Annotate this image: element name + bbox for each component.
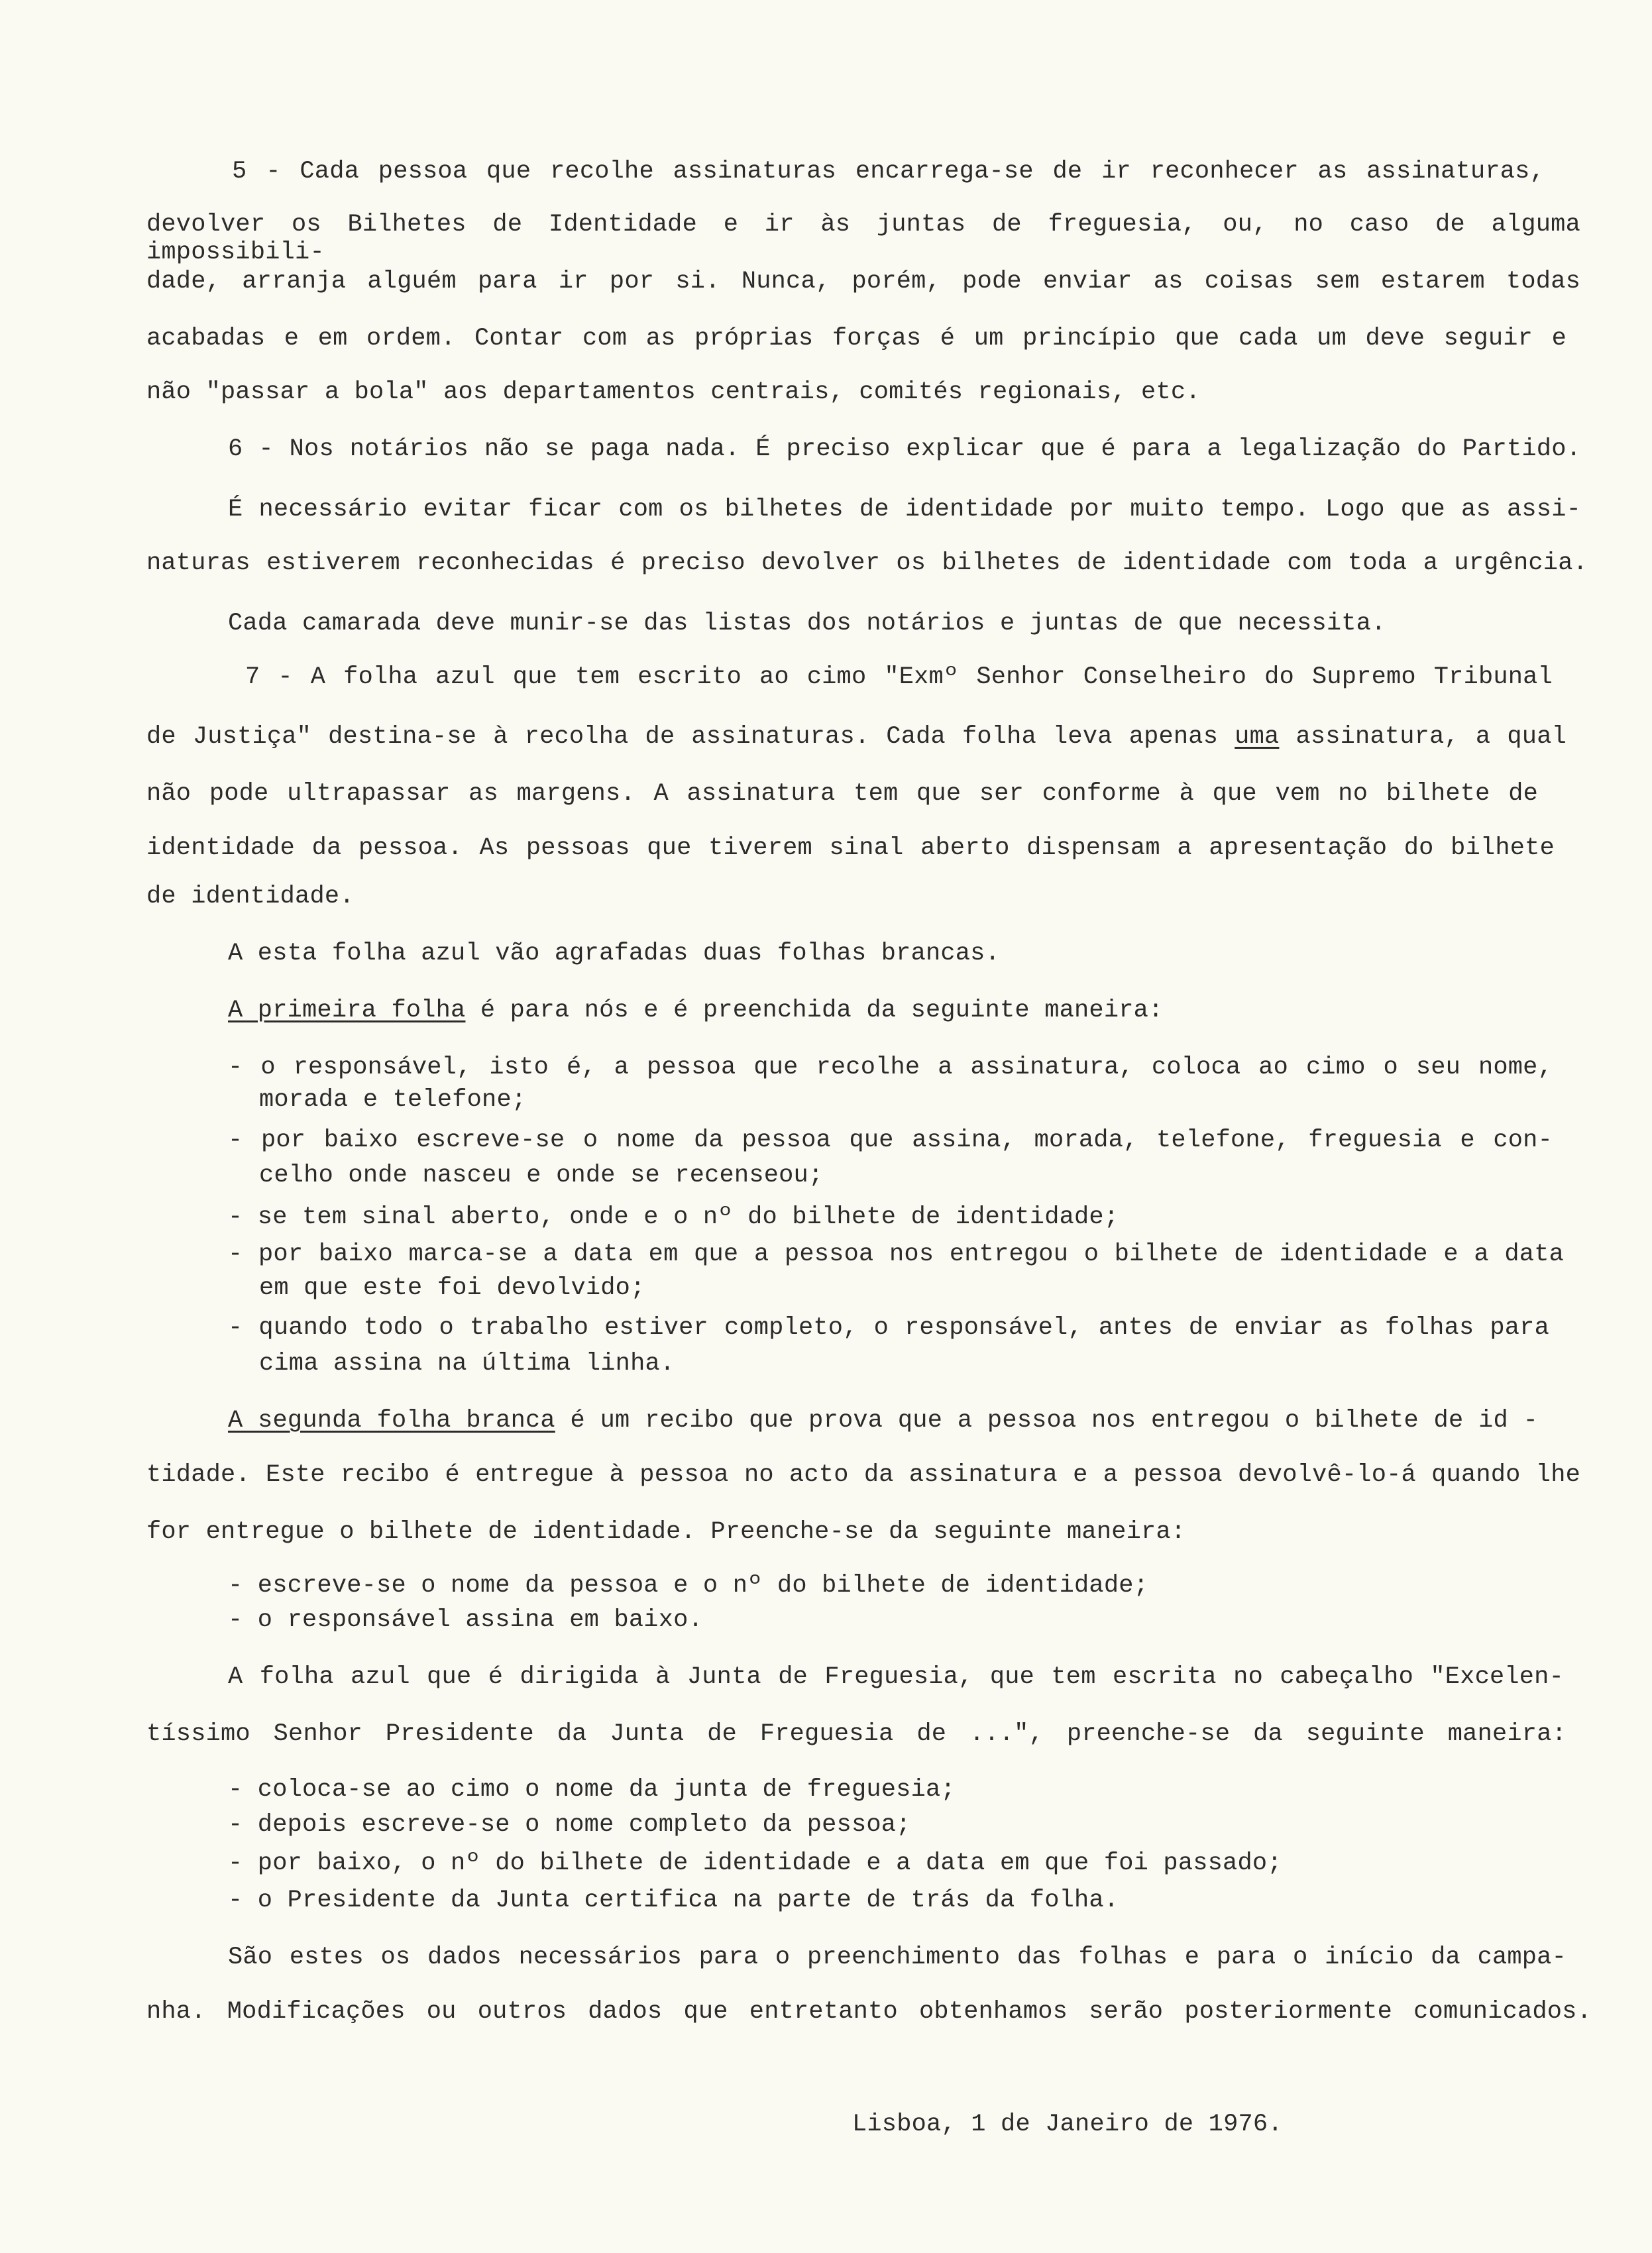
text-line bbox=[232, 158, 1545, 186]
text-segment: 5 - Cada pessoa que recolhe assinaturas encarrega-se de ir reconhecer as assinaturas, bbox=[232, 158, 1545, 186]
text-line bbox=[228, 1887, 1119, 1914]
text-line bbox=[146, 378, 1201, 406]
text-line bbox=[228, 1054, 1553, 1081]
text-segment: morada e telefone; bbox=[259, 1086, 527, 1114]
text-line bbox=[228, 1572, 1148, 1600]
date-signoff: Lisboa, 1 de Janeiro de 1976. bbox=[852, 2111, 1283, 2138]
text-segment: nha. Modificações ou outros dados que entretanto obtenhamos serão posteriormente comunicados. bbox=[146, 1998, 1592, 2026]
text-segment: acabadas e em ordem. Contar com as próprias forças é um princípio que cada um deve seguir e bbox=[146, 325, 1567, 353]
text-segment: dade, arranja alguém para ir por si. Nunca, porém, pode enviar as coisas sem estarem todas bbox=[146, 268, 1580, 296]
underlined-text: uma bbox=[1235, 723, 1280, 751]
text-segment: 7 - A folha azul que tem escrito ao cimo "Exmº Senhor Conselheiro do Supremo Tribunal bbox=[245, 663, 1553, 691]
text-segment: - coloca-se ao cimo o nome da junta de freguesia; bbox=[228, 1776, 956, 1804]
text-segment: cima assina na última linha. bbox=[259, 1350, 675, 1378]
text-line bbox=[259, 1086, 526, 1114]
text-line bbox=[228, 997, 1163, 1024]
text-segment: - escreve-se o nome da pessoa e o nº do bilhete de identidade; bbox=[228, 1572, 1149, 1600]
text-segment: Cada camarada deve munir-se das listas dos notários e juntas de que necessita. bbox=[228, 610, 1386, 637]
text-line bbox=[146, 325, 1567, 353]
text-line bbox=[228, 1849, 1282, 1877]
text-segment: em que este foi devolvido; bbox=[259, 1274, 645, 1302]
text-line bbox=[228, 1240, 1564, 1268]
text-line bbox=[228, 1606, 703, 1634]
underlined-text: A primeira folha bbox=[228, 997, 466, 1024]
text-segment: naturas estiverem reconhecidas é preciso devolver os bilhetes de identidade com toda a urgência. bbox=[146, 549, 1588, 577]
text-segment: - por baixo escreve-se o nome da pessoa que assina, morada, telefone, freguesia e con- bbox=[228, 1126, 1553, 1154]
text-segment: de Justiça" destina-se à recolha de assinaturas. Cada folha leva apenas bbox=[146, 723, 1235, 751]
text-line bbox=[146, 211, 1580, 266]
text-segment: 6 - Nos notários não se paga nada. É preciso explicar que é para a legalização do Partido. bbox=[228, 435, 1581, 463]
text-line bbox=[228, 1314, 1549, 1342]
text-line bbox=[146, 1998, 1592, 2026]
text-segment: assinatura, a qual bbox=[1279, 723, 1567, 751]
text-line bbox=[228, 1407, 1538, 1435]
text-segment: de identidade. bbox=[146, 883, 355, 910]
text-segment: devolver os Bilhetes de Identidade e ir às juntas de freguesia, ou, no caso de alguma impossibili- bbox=[146, 211, 1580, 266]
text-segment: - o Presidente da Junta certifica na parte de trás da folha. bbox=[228, 1887, 1119, 1914]
text-segment: - depois escreve-se o nome completo da pessoa; bbox=[228, 1811, 911, 1839]
text-line bbox=[228, 1203, 1119, 1231]
text-line bbox=[259, 1162, 823, 1189]
text-segment: - quando todo o trabalho estiver completo, o responsável, antes de enviar as folhas para bbox=[228, 1314, 1549, 1342]
text-line bbox=[146, 883, 355, 910]
text-line bbox=[146, 1518, 1185, 1546]
text-segment: for entregue o bilhete de identidade. Preenche-se da seguinte maneira: bbox=[146, 1518, 1186, 1546]
text-line bbox=[228, 610, 1386, 637]
text-segment: - por baixo, o nº do bilhete de identidade e a data em que foi passado; bbox=[228, 1849, 1282, 1877]
text-segment: tidade. Este recibo é entregue à pessoa no acto da assinatura e a pessoa devolvê-lo-á quando lhe bbox=[146, 1461, 1580, 1489]
text-line bbox=[228, 1776, 956, 1804]
text-line bbox=[228, 1663, 1564, 1691]
text-segment: não "passar a bola" aos departamentos centrais, comités regionais, etc. bbox=[146, 378, 1201, 406]
text-line bbox=[146, 780, 1538, 808]
text-segment: não pode ultrapassar as margens. A assinatura tem que ser conforme à que vem no bilhete de bbox=[146, 780, 1538, 808]
text-line bbox=[146, 1461, 1580, 1489]
text-segment: tíssimo Senhor Presidente da Junta de Freguesia de ...", preenche-se da seguinte maneira: bbox=[146, 1720, 1567, 1748]
text-line bbox=[146, 268, 1580, 296]
text-segment: - o responsável, isto é, a pessoa que recolhe a assinatura, coloca ao cimo o seu nome, bbox=[228, 1054, 1553, 1081]
text-line bbox=[245, 663, 1553, 691]
text-segment: A folha azul que é dirigida à Junta de Freguesia, que tem escrita no cabeçalho "Excelen- bbox=[228, 1663, 1564, 1691]
text-segment: É necessário evitar ficar com os bilhetes de identidade por muito tempo. Logo que as assi- bbox=[228, 496, 1581, 523]
text-segment: A esta folha azul vão agrafadas duas folhas brancas. bbox=[228, 940, 1000, 967]
text-segment: São estes os dados necessários para o preenchimento das folhas e para o início da campa- bbox=[228, 1944, 1567, 1971]
text-line bbox=[146, 723, 1567, 751]
text-line bbox=[228, 496, 1581, 523]
text-segment: é para nós e é preenchida da seguinte maneira: bbox=[465, 997, 1164, 1024]
text-segment: é um recibo que prova que a pessoa nos entregou o bilhete de id - bbox=[555, 1407, 1538, 1435]
text-line bbox=[228, 435, 1581, 463]
text-line bbox=[228, 940, 1000, 967]
text-line bbox=[228, 1944, 1567, 1971]
text-segment: - se tem sinal aberto, onde e o nº do bilhete de identidade; bbox=[228, 1203, 1119, 1231]
text-line bbox=[228, 1126, 1553, 1154]
text-segment: celho onde nasceu e onde se recenseou; bbox=[259, 1162, 824, 1189]
text-line bbox=[146, 1720, 1567, 1748]
text-segment: - o responsável assina em baixo. bbox=[228, 1606, 703, 1634]
text-line bbox=[259, 1350, 675, 1378]
text-segment: identidade da pessoa. As pessoas que tiverem sinal aberto dispensam a apresentação do bilhete bbox=[146, 834, 1555, 862]
text-line bbox=[228, 1811, 911, 1839]
text-line bbox=[146, 549, 1588, 577]
text-segment: - por baixo marca-se a data em que a pessoa nos entregou o bilhete de identidade e a data bbox=[228, 1240, 1564, 1268]
underlined-text: A segunda folha branca bbox=[228, 1407, 555, 1435]
text-line bbox=[259, 1274, 645, 1302]
text-line bbox=[146, 834, 1555, 862]
